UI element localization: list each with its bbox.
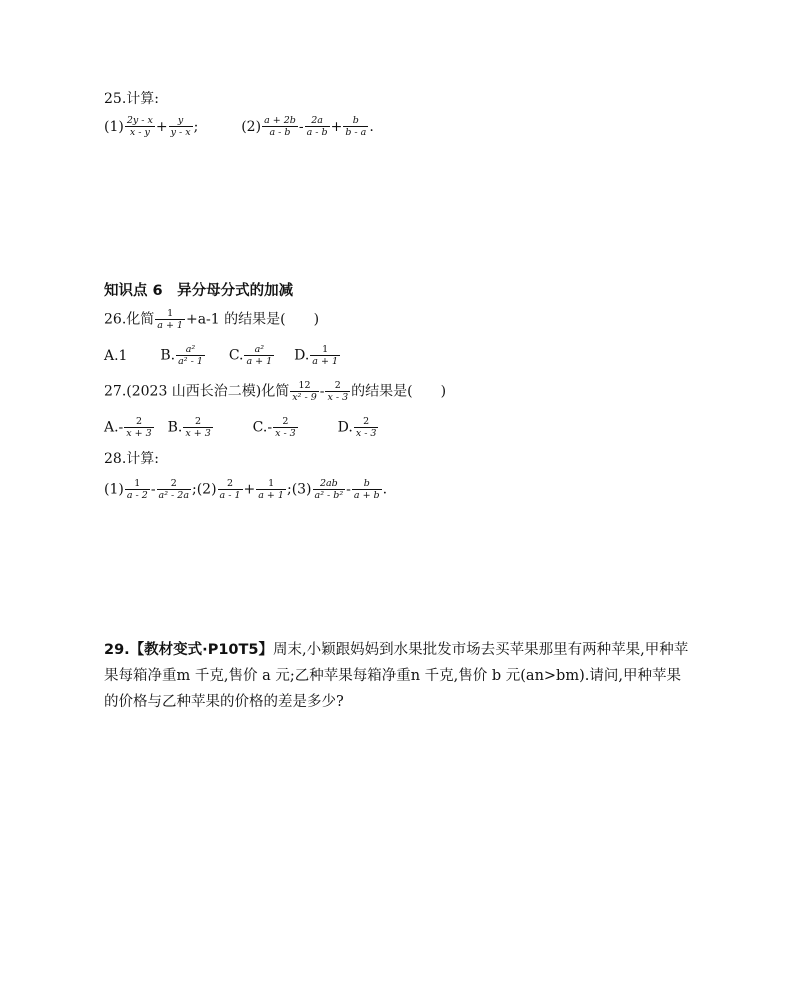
fraction: $\frac{1}{a + 1}$ <box>157 308 183 331</box>
q25-part1: (1) $\frac{2y - x}{x - y}$ + $\frac{y}{y - x}$ ; <box>104 115 199 138</box>
fraction: $\frac{a + 2b}{a - b}$ <box>264 115 296 138</box>
q27-options <box>104 416 379 439</box>
q25-expressions <box>104 115 374 138</box>
q27-stem: 27.(2023 山西长治二模)化简 $\frac{12}{\text{x² - 9}}$ - $\frac{2}{x - 3}$ 的结果是( ) <box>104 380 447 403</box>
q28-expressions: (1) $\frac{1}{a - 2}$ - $\frac{2}{\text{a² - 2a}}$ ;(2) $\frac{2}{a - 1}$ + $\frac{1}{a + 1}$ ;(3) $\frac{2ab}{\text{a² - b²}}$ - $\frac{b}{a + b}$ . <box>104 478 388 501</box>
option-d: D. $\frac{2}{x - 3}$ <box>337 416 377 439</box>
fraction: $\frac{b}{b - a}$ <box>345 115 367 138</box>
option-d: D. $\frac{1}{a + 1}$ <box>294 344 339 367</box>
option-c: C. $\frac{\text{a²}}{a + 1}$ <box>228 344 273 367</box>
q28-title: 28.计算: <box>104 451 159 467</box>
q29-text: 周末,小颖跟妈妈到水果批发市场去买苹果那里有两种苹果,甲种苹果每箱净重m 千克,售价 a 元;乙种苹果每箱净重n 千克,售价 b 元(an>bm).请问,甲种苹果的价格与乙种苹果的价格的差是多少? <box>104 642 689 710</box>
q26-options <box>104 344 341 367</box>
fraction: $\frac{2a}{a - b}$ <box>306 115 328 138</box>
fraction: $\frac{y}{y - x}$ <box>170 115 191 138</box>
option-a: A.- $\frac{2}{x + 3}$ <box>104 416 152 439</box>
q25-title: 25.计算: <box>104 91 159 107</box>
fraction: $\frac{12}{\text{x² - 9}}$ <box>292 380 317 403</box>
option-b: B. $\frac{2}{x + 3}$ <box>167 416 211 439</box>
q25-part2: (2) $\frac{a + 2b}{a - b}$ - $\frac{2a}{a - b}$ + $\frac{b}{b - a}$ . <box>241 115 374 138</box>
fraction: $\frac{2y - x}{x - y}$ <box>126 115 153 138</box>
option-b: B. $\frac{\text{a²}}{\text{a² - 1}}$ <box>160 344 203 367</box>
option-a: A.1 <box>104 347 128 364</box>
q26-stem: 26.化简 $\frac{1}{a + 1}$ +a-1 的结果是( ) <box>104 308 320 331</box>
q29-paragraph <box>104 637 694 715</box>
option-c: C.- $\frac{2}{x - 3}$ <box>252 416 296 439</box>
section-title: 知识点 6 异分母分式的加减 <box>104 283 294 299</box>
fraction: $\frac{2}{x - 3}$ <box>327 380 349 403</box>
q29-tag: 29.【教材变式·P10T5】 <box>104 642 273 658</box>
